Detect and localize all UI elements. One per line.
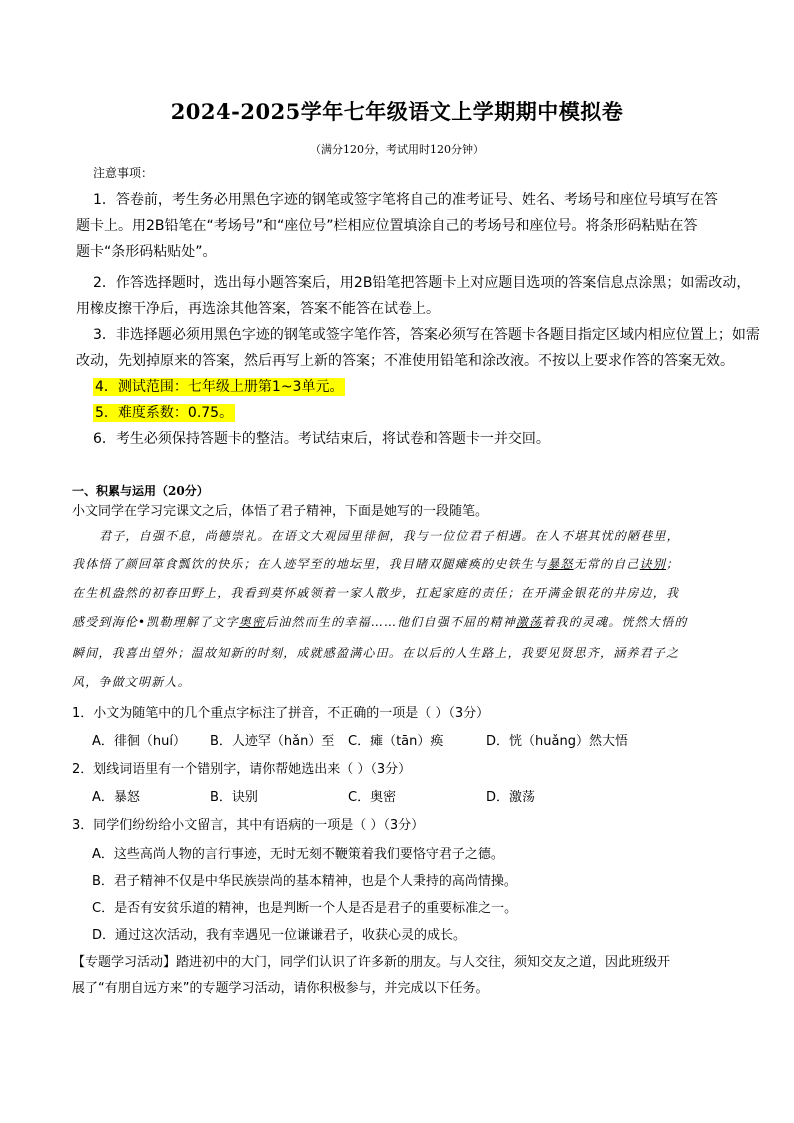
q3-option-c: C．是否有安贫乐道的精神，也是判断一个人是否是君子的重要标准之一。 <box>92 901 518 916</box>
essay-line: 君子，自强不息，尚德崇礼。在语文大观园里徘徊，我与一位位君子相遇。在人不堪其忧的陋巷里， <box>99 529 680 543</box>
underlined-word: 奥密 <box>238 615 266 629</box>
passage-intro: 小文同学在学习完课文之后，体悟了君子精神，下面是她写的一段随笔。 <box>72 504 489 519</box>
instruction-line: 改动，先划掉原来的答案，然后再写上新的答案；不准使用铅笔和涂改液。不按以上要求作答的答案无效。 <box>76 353 734 369</box>
q2-option-c: C．奥密 <box>348 790 397 805</box>
page-title: 2024-2025学年七年级语文上学期期中模拟卷 <box>170 99 624 124</box>
test-scope-note <box>93 374 345 400</box>
essay-line: 感受到海伦•凯勒理解了文字奥密后油然而生的幸福……他们自强不屈的精神激荡着我的灵魂。恍然大悟的 <box>72 615 688 629</box>
instruction-line: 题卡上。用2B铅笔在“考场号”和“座位号”栏相应位置填涂自己的考场号和座位号。将条形码粘贴在答 <box>76 218 698 234</box>
question-3-stem: 3．同学们纷纷给小文留言，其中有语病的一项是（ ）（3分） <box>72 818 425 833</box>
essay-line: 我体悟了颜回箪食瓢饮的快乐；在人迹罕至的地坛里，我目睹双腿瘫痪的史铁生与暴怒无常的自己诀别； <box>72 557 680 571</box>
instruction-line: 3．非选择题必须用黑色字迹的钢笔或签字笔作答，答案必须写在答题卡各题目指定区域内相应位置上；如需 <box>93 327 760 343</box>
question-2-stem: 2．划线词语里有一个错别字，请你帮她选出来（ ）（3分） <box>72 762 412 777</box>
q2-option-d: D．激荡 <box>486 790 536 805</box>
instruction-line: 6．考生必须保持答题卡的整洁。考试结束后，将试卷和答题卡一并交回。 <box>93 431 550 447</box>
highlighted-difficulty: 5．难度系数：0.75。 <box>95 405 234 421</box>
q3-option-a: A．这些高尚人物的言行事迹，无时无刻不鞭策着我们要恪守君子之德。 <box>92 847 504 862</box>
q1-option-d: D．恍（huǎng）然大悟 <box>486 734 628 749</box>
notice-heading: 注意事项： <box>93 166 154 180</box>
q3-option-b: B．君子精神不仅是中华民族崇尚的基本精神，也是个人秉持的高尚情操。 <box>92 874 517 889</box>
underlined-word: 激荡 <box>515 615 543 629</box>
difficulty-note <box>93 400 235 426</box>
instruction-line: 2．作答选择题时，选出每小题答案后，用2B铅笔把答题卡上对应题目选项的答案信息点涂黑；如需改动， <box>93 275 751 291</box>
q1-option-b: B．人迹罕（hǎn）至 <box>210 734 335 749</box>
underlined-word: 诀别 <box>639 557 667 571</box>
q1-option-c: C．瘫（tān）痪 <box>348 734 444 749</box>
instruction-line: 用橡皮擦干净后，再选涂其他答案，答案不能答在试卷上。 <box>76 301 440 317</box>
essay-line: 瞬间，我喜出望外；温故知新的时刻，成就感盈满心田。在以后的人生路上，我要见贤思齐，涵养君子之 <box>72 646 680 660</box>
essay-line: 风，争做文明新人。 <box>72 675 191 689</box>
section-title: 一、积累与运用（20分） <box>72 484 209 498</box>
activity-intro-line: 【专题学习活动】踏进初中的大门，同学们认识了许多新的朋友。与人交往，须知交友之道，因此班级开 <box>72 955 671 970</box>
highlighted-scope: 4．测试范围：七年级上册第1~3单元。 <box>95 379 344 395</box>
question-1-stem: 1．小文为随笔中的几个重点字标注了拼音，不正确的一项是（ ）（3分） <box>72 706 490 721</box>
essay-line: 在生机盎然的初春田野上，我看到莫怀戚领着一家人散步，扛起家庭的责任；在开满金银花的井房边，我 <box>72 586 680 600</box>
q2-option-a: A．暴怒 <box>92 790 140 805</box>
instruction-line: 1．答卷前，考生务必用黑色字迹的钢笔或签字笔将自己的准考证号、姓名、考场号和座位号填写在答 <box>93 192 718 208</box>
exam-subtitle: （满分120分，考试用时120分钟） <box>310 143 484 156</box>
underlined-word: 暴怒 <box>547 557 574 571</box>
activity-intro-line: 展了“有朋自远方来”的专题学习活动，请你积极参与，并完成以下任务。 <box>72 981 489 996</box>
instruction-line: 题卡“条形码粘贴处”。 <box>76 244 217 260</box>
q3-option-d: D．通过这次活动，我有幸遇见一位谦谦君子，收获心灵的成长。 <box>92 928 467 943</box>
q1-option-a: A．徘徊（huí） <box>92 734 186 749</box>
q2-option-b: B．诀别 <box>210 790 258 805</box>
